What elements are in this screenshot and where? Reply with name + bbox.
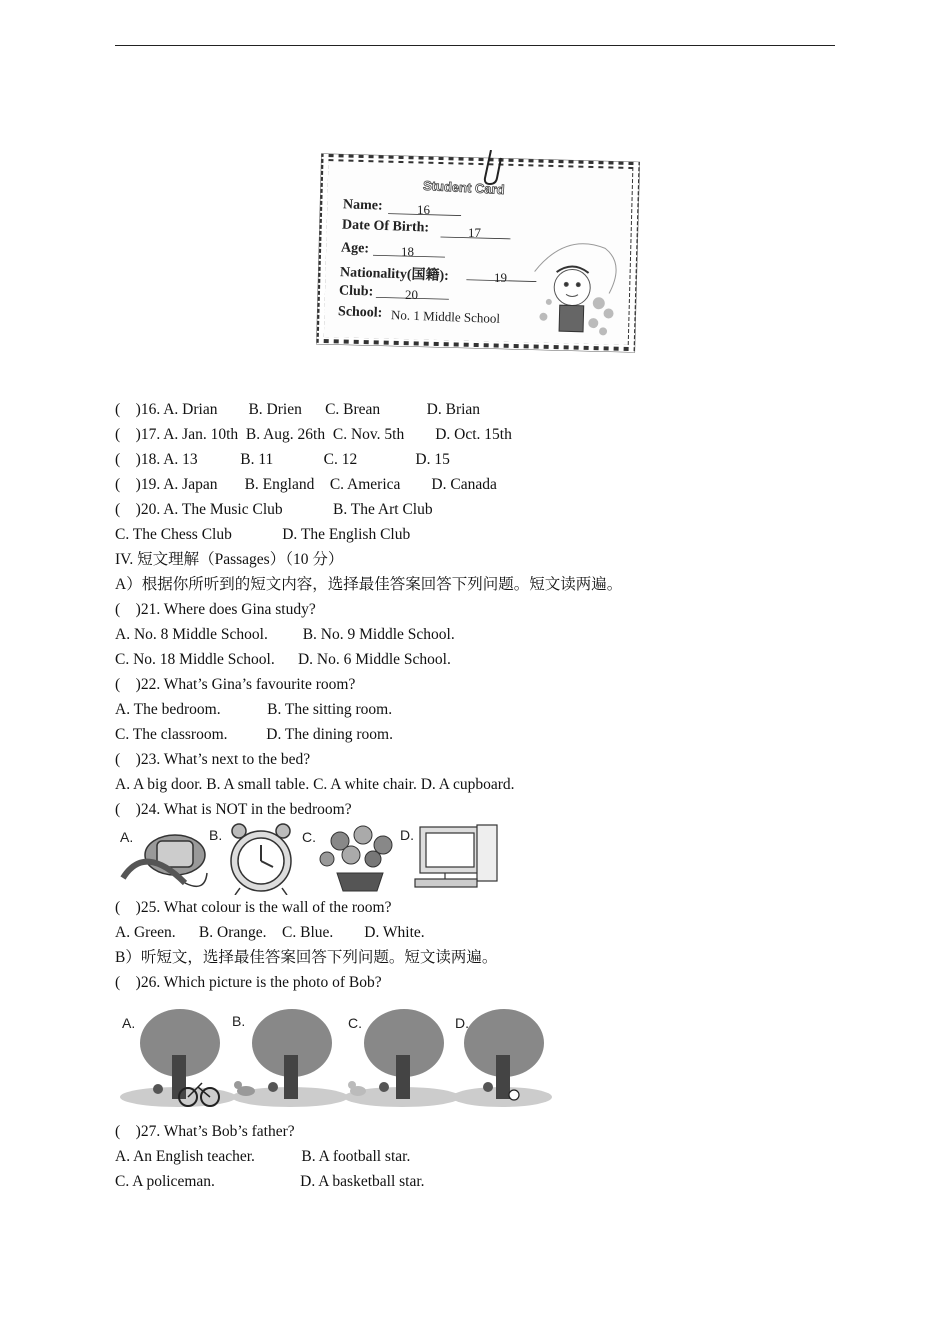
photo-label-c: C. — [348, 1015, 362, 1031]
alarm-clock-icon — [231, 824, 291, 895]
question-17: ( )17. A. Jan. 10th B. Aug. 26th C. Nov. 5th D. Oct. 15th — [115, 426, 512, 443]
card-label-age: Age: — [340, 240, 370, 257]
picture-label-b: B. — [209, 827, 223, 843]
card-answer-nationality: 19 — [494, 270, 507, 285]
picture-label-a: A. — [120, 829, 134, 845]
picture-label-c: C. — [302, 829, 316, 845]
computer-icon — [415, 825, 497, 887]
tree-with-dog-icon — [232, 1009, 348, 1107]
question-27: ( )27. What’s Bob’s father? — [115, 1123, 295, 1140]
card-answer-club: 20 — [405, 287, 418, 302]
question-22: ( )22. What’s Gina’s favourite room? — [115, 676, 356, 693]
card-label-name: Name: — [342, 197, 383, 214]
question-25-options: A. Green. B. Orange. C. Blue. D. White. — [115, 924, 425, 941]
question-22-options-ab: A. The bedroom. B. The sitting room. — [115, 701, 393, 718]
question-21-options-ab: A. No. 8 Middle School. B. No. 9 Middle School. — [115, 626, 455, 643]
question-19: ( )19. A. Japan B. England C. America D. Canada — [115, 476, 497, 493]
instruction-a: A）根据你所听到的短文内容，选择最佳答案回答下列问题。短文读两遍。 — [115, 576, 623, 593]
question-24-pictures — [115, 823, 505, 895]
photo-label-b: B. — [232, 1013, 246, 1029]
question-16: ( )16. A. Drian B. Drien C. Brean D. Brian — [115, 401, 481, 418]
header-rule — [115, 45, 835, 46]
picture-label-d: D. — [400, 827, 414, 843]
telephone-icon — [123, 835, 207, 886]
question-23-options: A. A big door. B. A small table. C. A white chair. D. A cupboard. — [115, 776, 515, 793]
tree-with-football-icon — [452, 1009, 552, 1107]
card-title: Student Card — [422, 177, 505, 198]
card-label-nationality: Nationality(国籍): — [339, 265, 450, 284]
student-card — [305, 150, 650, 362]
question-27-options-cd: C. A policeman. D. A basketball star. — [115, 1173, 425, 1190]
tree-with-bicycle-icon — [120, 1009, 236, 1107]
card-answer-name: 16 — [417, 202, 430, 217]
flower-pot-icon — [320, 826, 392, 891]
section-heading: IV. 短文理解（Passages）（10 分） — [115, 551, 344, 568]
question-23: ( )23. What’s next to the bed? — [115, 751, 311, 768]
question-27-options-ab: A. An English teacher. B. A football star. — [115, 1148, 411, 1165]
card-answer-dob: 17 — [468, 225, 481, 240]
card-label-club: Club: — [338, 283, 374, 300]
card-answer-school: No. 1 Middle School — [390, 307, 501, 326]
question-26: ( )26. Which picture is the photo of Bob? — [115, 974, 382, 991]
photo-label-d: D. — [455, 1015, 469, 1031]
photo-label-a: A. — [122, 1015, 136, 1031]
card-label-dob: Date Of Birth: — [341, 217, 430, 236]
tree-with-cat-icon — [344, 1009, 460, 1107]
question-25: ( )25. What colour is the wall of the room? — [115, 899, 392, 916]
question-26-pictures — [118, 1005, 558, 1110]
question-20: ( )20. A. The Music Club B. The Art Club — [115, 501, 433, 518]
card-answer-age: 18 — [401, 244, 414, 259]
question-24: ( )24. What is NOT in the bedroom? — [115, 801, 352, 818]
instruction-b: B）听短文，选择最佳答案回答下列问题。短文读两遍。 — [115, 949, 498, 966]
question-21-options-cd: C. No. 18 Middle School. D. No. 6 Middle School. — [115, 651, 451, 668]
question-20-options: C. The Chess Club D. The English Club — [115, 526, 411, 543]
question-18: ( )18. A. 13 B. 11 C. 12 D. 15 — [115, 451, 450, 468]
card-label-school: School: — [337, 304, 383, 321]
question-22-options-cd: C. The classroom. D. The dining room. — [115, 726, 393, 743]
question-21: ( )21. Where does Gina study? — [115, 601, 316, 618]
